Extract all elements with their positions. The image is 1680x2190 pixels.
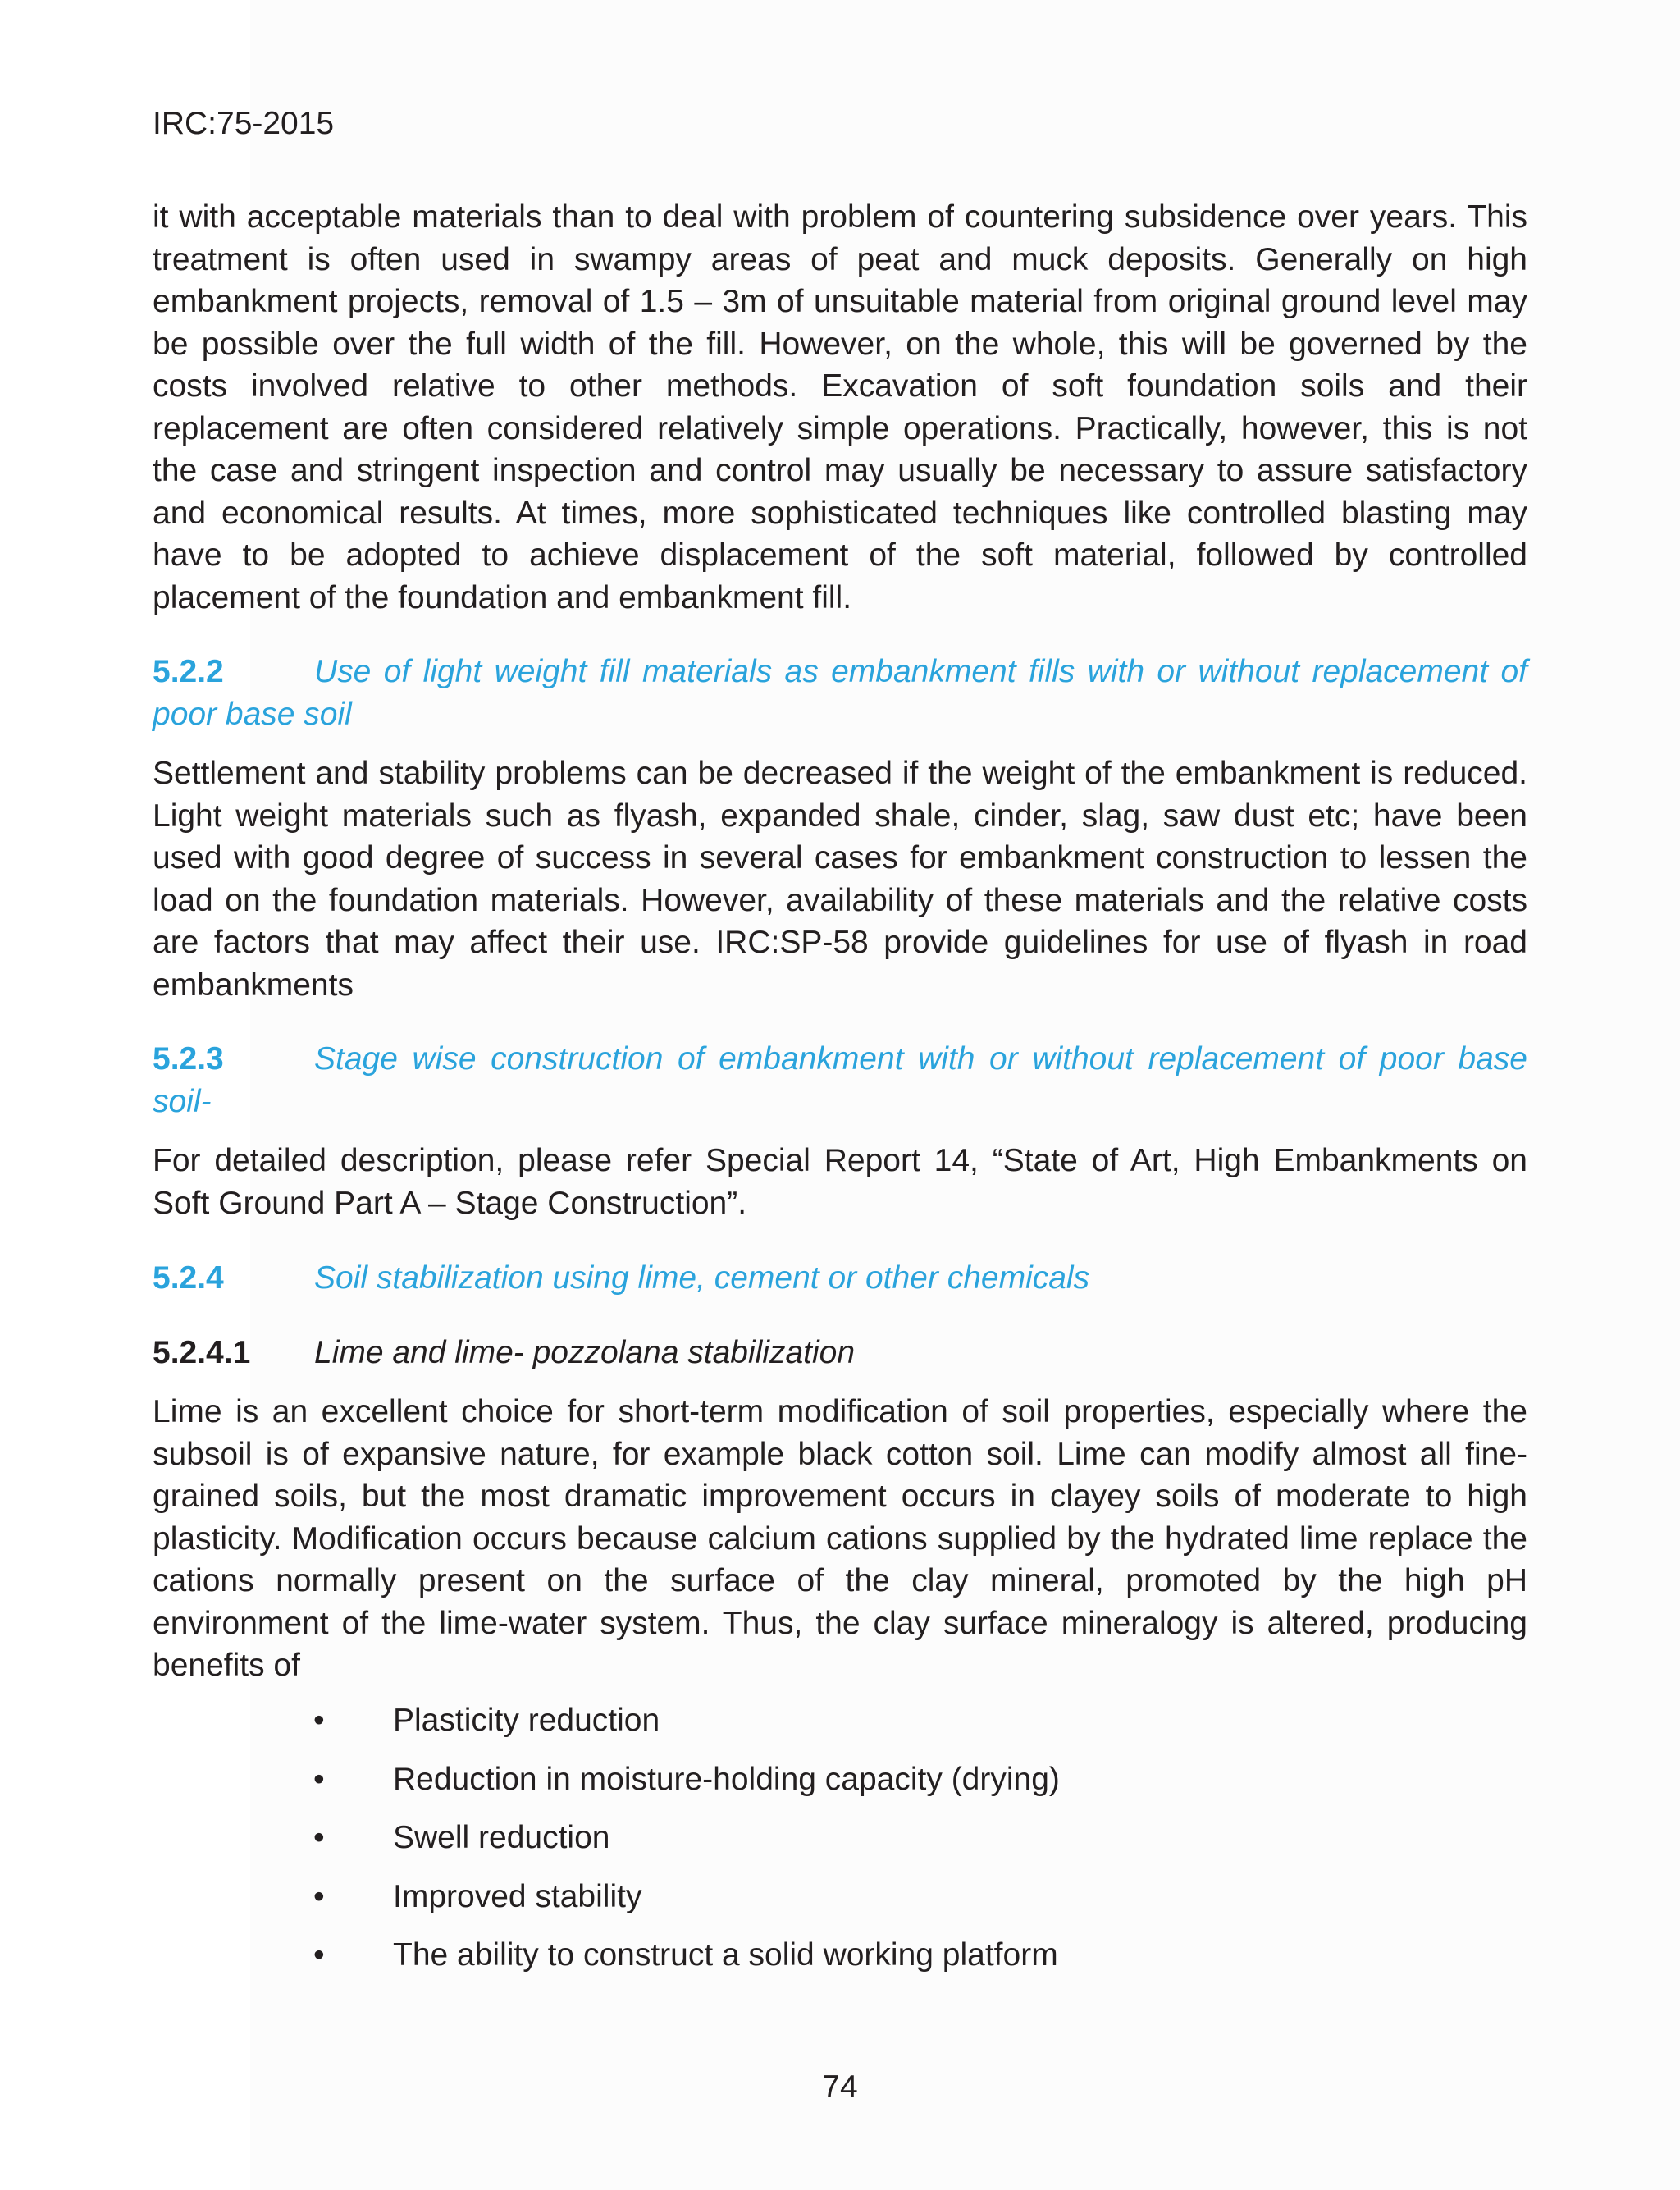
section-heading-5-2-4-1 — [153, 1332, 1527, 1374]
section-title: Lime and lime- pozzolana stabilization — [314, 1335, 856, 1370]
section-heading-5-2-2 — [153, 651, 1527, 735]
bullet-icon: • — [313, 1878, 325, 1914]
section-number: 5.2.3 — [153, 1041, 224, 1077]
section-number: 5.2.4 — [153, 1260, 224, 1296]
list-item: • Improved stability — [153, 1876, 1527, 1918]
paragraph-5-2-3: For detailed description, please refer Special Report 14, “State of Art, High Embankments on Soft Ground Part A – Stage Construction”. — [153, 1143, 1527, 1221]
section-number: 5.2.4.1 — [153, 1335, 251, 1370]
section-heading-5-2-4 — [153, 1257, 1527, 1300]
bullet-icon: • — [313, 1761, 325, 1797]
section-title: Stage wise construction of embankment with or without replacement of poor base soil- — [153, 1041, 1527, 1119]
bullet-icon: • — [313, 1937, 325, 1973]
paragraph-5-2-2: Settlement and stability problems can be decreased if the weight of the embankment is reduced. Light weight materials such as flyash, expanded shale, cinder, slag, saw dust etc; have been used with good degree of success in several cases for embankment construction to lessen the load on the foundation materials. However, availability of these materials and the relative costs are factors that may affect their use. IRC:SP-58 provide guidelines for use of flyash in road embankments — [153, 756, 1527, 1003]
bullet-icon: • — [313, 1703, 325, 1738]
section-title: Soil stabilization using lime, cement or other chemicals — [314, 1260, 1090, 1296]
intro-paragraph: it with acceptable materials than to deal with problem of countering subsidence over years. This treatment is often used in swampy areas of peat and muck deposits. Generally on high embankment projects, removal of 1.5 – 3m of unsuitable material from original ground level may be possible over the full width of the fill. However, on the whole, this will be governed by the costs involved relative to other methods. Excavation of soft foundation soils and their replacement are often considered relatively simple operations. Practically, however, this is not the case and stringent inspection and control may usually be necessary to assure satisfactory and economical results. At times, more sophisticated techniques like controlled blasting may have to be adopted to achieve displacement of the soft material, followed by controlled placement of the foundation and embankment fill. — [153, 199, 1527, 615]
paragraph-5-2-4-1: Lime is an excellent choice for short-term modification of soil properties, especially where the subsoil is of expansive nature, for example black cotton soil. Lime can modify almost all fine-grained soils, but the most dramatic improvement occurs in clayey soils of moderate to high plasticity. Modification occurs because calcium cations supplied by the hydrated lime replace the cations normally present on the surface of the clay mineral, promoted by the high pH environment of the lime-water system. Thus, the clay surface mineralogy is altered, producing benefits of — [153, 1394, 1527, 1683]
list-item: • Reduction in moisture-holding capacity (drying) — [153, 1758, 1527, 1801]
list-item: • Swell reduction — [153, 1817, 1527, 1859]
list-item: • The ability to construct a solid working platform — [153, 1934, 1527, 1977]
section-heading-5-2-3 — [153, 1038, 1527, 1122]
section-title: Use of light weight fill materials as embankment fills with or without replacement of poor base soil — [153, 654, 1527, 732]
page-number: 74 — [822, 2069, 858, 2105]
running-header: IRC:75-2015 — [153, 106, 335, 141]
section-number: 5.2.2 — [153, 654, 224, 689]
list-item: • Plasticity reduction — [153, 1699, 1527, 1742]
bullet-icon: • — [313, 1820, 325, 1855]
benefits-list — [153, 1699, 1527, 1977]
